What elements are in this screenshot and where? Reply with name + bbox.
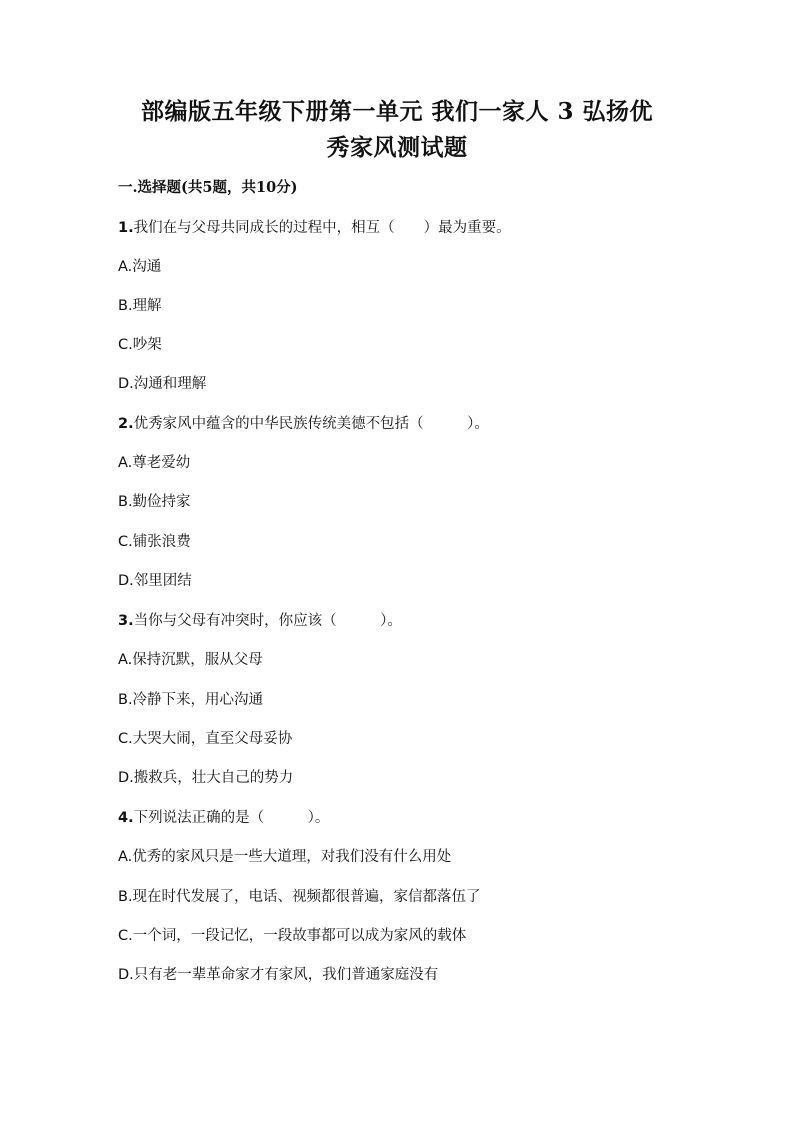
question-2	[118, 414, 489, 434]
option-1d: D.沟通和理解	[118, 376, 207, 392]
section-heading: 一.选择题(共5题，共10分)	[118, 179, 298, 196]
option-2d: D.邻里团结	[118, 573, 192, 589]
option-4a: A.优秀的家风只是一些大道理，对我们没有什么用处	[118, 849, 452, 865]
title-line-1: 部编版五年级下册第一单元 我们一家人 3 弘扬优	[140, 98, 654, 125]
option-4d: D.只有老一辈革命家才有家风，我们普通家庭没有	[118, 967, 439, 983]
document-title	[100, 94, 694, 166]
option-3c: C.大哭大闹，直至父母妥协	[118, 731, 293, 747]
option-4c: C.一个词，一段记忆，一段故事都可以成为家风的载体	[118, 928, 467, 944]
option-2a: A.尊老爱幼	[118, 455, 191, 471]
option-3b: B.冷静下来，用心沟通	[118, 692, 264, 708]
option-1b: B.理解	[118, 298, 162, 314]
option-2c: C.铺张浪费	[118, 534, 191, 550]
option-1a: A.沟通	[118, 259, 162, 275]
question-number: 2.	[118, 416, 134, 432]
question-stem: 当你与父母有冲突时，你应该（ ）。	[133, 613, 402, 629]
question-1	[118, 218, 511, 238]
option-1c: C.吵架	[118, 337, 162, 353]
question-stem: 我们在与父母共同成长的过程中，相互（ ）最为重要。	[133, 220, 511, 236]
option-3d: D.搬救兵，壮大自己的势力	[118, 770, 294, 786]
option-3a: A.保持沉默，服从父母	[118, 652, 263, 668]
question-number: 3.	[118, 613, 134, 629]
question-3	[118, 611, 402, 631]
question-number: 4.	[118, 810, 134, 826]
question-number: 1.	[118, 220, 134, 236]
option-2b: B.勤俭持家	[118, 494, 191, 510]
question-stem: 下列说法正确的是（ ）。	[133, 810, 330, 826]
question-4	[118, 808, 329, 828]
option-4b: B.现在时代发展了，电话、视频都很普遍，家信都落伍了	[118, 889, 481, 905]
title-line-2: 秀家风测试题	[326, 134, 468, 161]
question-stem: 优秀家风中蕴含的中华民族传统美德不包括（ ）。	[133, 416, 489, 432]
